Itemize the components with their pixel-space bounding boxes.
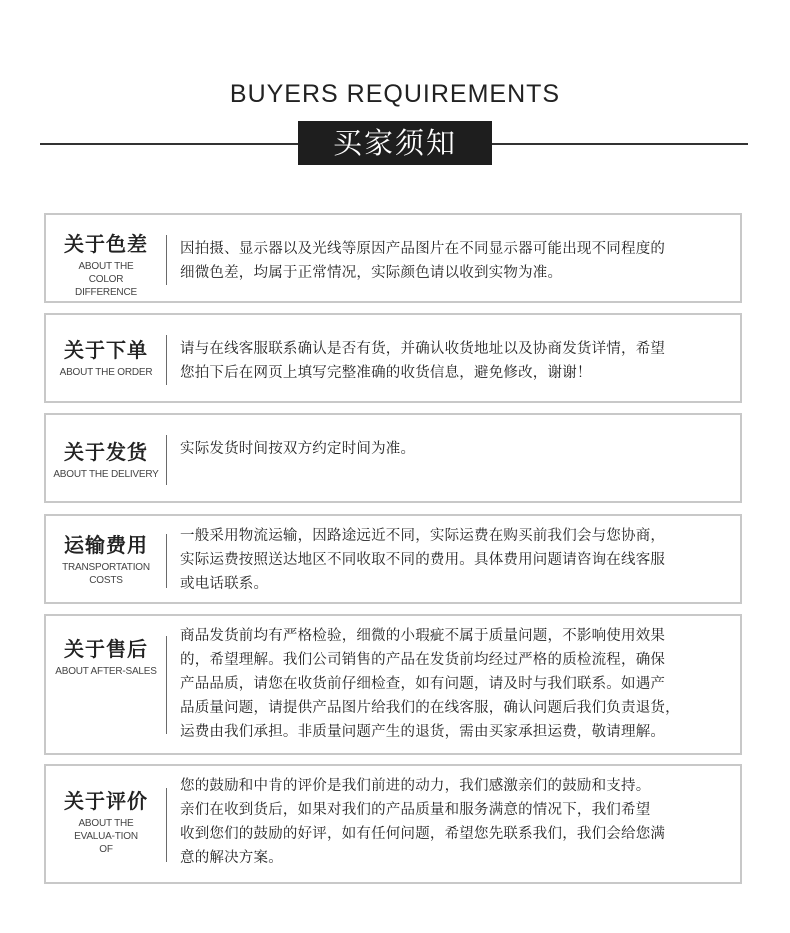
notice-box-color-difference xyxy=(44,213,742,303)
notice-text: 商品发货前均有严格检验，细微的小瑕疵不属于质量问题，不影响使用效果 的，希望理解。我们公司销售的产品在发货前均经过严格的质检流程，确保 产品品质，请您在收货前仔细检查，如有问题，请及时与我们联系。如遇产 品质量问题，请提供产品图片给我们的在线客服，确认问题后我们负责退货， 运费由我们承担。非质量问题产生的退货，需由买家承担运费，敬请理解。 xyxy=(180,628,680,740)
notice-divider xyxy=(166,435,167,485)
notice-text: 请与在线客服联系确认是否有货，并确认收货地址以及协商发货详情，希望 您拍下后在网页上填写完整准确的收货信息，避免修改，谢谢！ xyxy=(180,341,666,381)
notice-box-delivery xyxy=(44,413,742,503)
heading-en: BUYERS REQUIREMENTS xyxy=(229,80,561,108)
notice-title-en: TRANSPORTATION COSTS xyxy=(62,562,150,586)
notice-title-cn: 关于发货 xyxy=(64,440,148,464)
notice-divider xyxy=(166,335,167,385)
notice-divider xyxy=(166,636,167,734)
heading-cn-box: 买家须知 xyxy=(298,121,492,165)
notice-title-cn: 关于评价 xyxy=(64,789,148,813)
notice-divider xyxy=(166,235,167,285)
notice-label xyxy=(46,532,166,587)
notice-label xyxy=(46,636,166,678)
notice-label xyxy=(46,337,166,379)
notice-divider xyxy=(166,788,167,862)
notice-text: 实际发货时间按双方约定时间为准。 xyxy=(180,441,416,457)
notice-label xyxy=(46,439,166,481)
notice-text: 一般采用物流运输，因路途远近不同，实际运费在购买前我们会与您协商， 实际运费按照送达地区不同收取不同的费用。具体费用问题请咨询在线客服 或电话联系。 xyxy=(180,528,666,592)
notice-title-en: ABOUT THE DELIVERY xyxy=(53,469,159,480)
notice-box-evaluation xyxy=(44,764,742,884)
notice-label xyxy=(46,231,166,299)
notice-divider xyxy=(166,534,167,588)
notice-title-cn: 关于色差 xyxy=(64,232,148,256)
notice-title-en: ABOUT THE COLOR DIFFERENCE xyxy=(75,261,137,298)
notice-text: 因拍摄、显示器以及光线等原因产品图片在不同显示器可能出现不同程度的 细微色差，均属于正常情况，实际颜色请以收到实物为准。 xyxy=(180,241,666,281)
notice-title-cn: 运输费用 xyxy=(64,533,148,557)
notice-title-en: ABOUT AFTER-SALES xyxy=(55,666,157,677)
notice-title-cn: 关于售后 xyxy=(64,637,148,661)
notice-title-en: ABOUT THE EVALUA-TION OF xyxy=(74,818,138,855)
notice-title-en: ABOUT THE ORDER xyxy=(59,367,153,378)
notice-box-order xyxy=(44,313,742,403)
notice-text: 您的鼓励和中肯的评价是我们前进的动力，我们感激亲们的鼓励和支持。 亲们在收到货后，如果对我们的产品质量和服务满意的情况下，我们希望 收到您们的鼓励的好评，如有任何问题，希望您先联系我们，我们会给您满 意的解决方案。 xyxy=(180,778,666,866)
notice-title-cn: 关于下单 xyxy=(64,338,148,362)
notice-box-after-sales xyxy=(44,614,742,755)
notice-box-transportation xyxy=(44,514,742,604)
notice-label xyxy=(46,788,166,856)
